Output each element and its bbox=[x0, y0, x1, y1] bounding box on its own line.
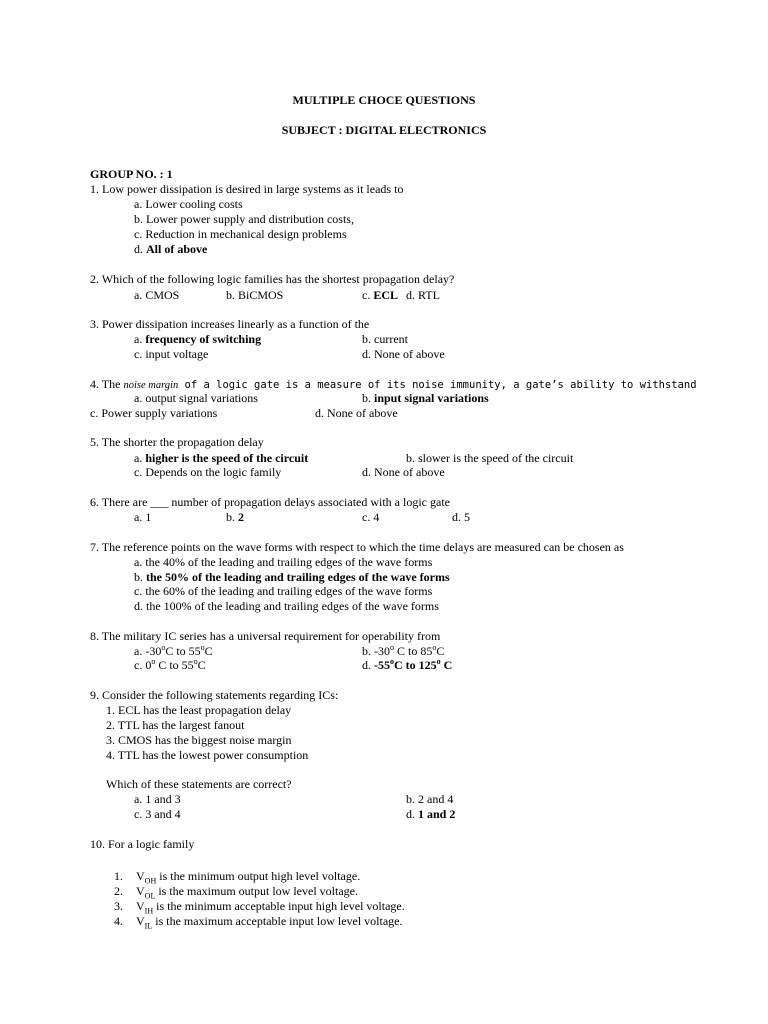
option-a: a. the 40% of the leading and trailing edges of the wave forms bbox=[134, 555, 433, 569]
question-stem: 3. Power dissipation increases linearly as a function of the bbox=[90, 317, 370, 331]
question-stem: 7. The reference points on the wave forms with respect to which the time delays are measured can be chosen as bbox=[90, 540, 624, 554]
list-item: 4. $V_{IL}$ is the maximum acceptable input low level voltage. bbox=[114, 914, 403, 931]
option-c: c. 4 bbox=[362, 510, 380, 524]
option-d: d. None of above bbox=[362, 465, 445, 479]
option-a: a. -30$^o$C to 55$^o$C bbox=[134, 643, 213, 658]
option-d: d. -55$^o$C to 125$^o$ C bbox=[362, 657, 453, 672]
option-b: b. -30$^o$ C to 85$^o$C bbox=[362, 643, 445, 658]
list-item: 3. $V_{IH}$ is the minimum acceptable input high level voltage. bbox=[114, 899, 405, 916]
question-stem: 6. There are ___ number of propagation delays associated with a logic gate bbox=[90, 495, 450, 509]
option-d: d. None of above bbox=[315, 406, 398, 420]
option-b: b. 2 bbox=[226, 510, 244, 524]
option-d: d. the 100% of the leading and trailing edges of the wave forms bbox=[134, 599, 439, 613]
statement-1: 1. ECL has the least propagation delay bbox=[106, 703, 292, 717]
question-stem: 5. The shorter the propagation delay bbox=[90, 435, 264, 449]
option-b: b. current bbox=[362, 332, 408, 346]
option-b: b. Lower power supply and distribution costs, bbox=[134, 212, 354, 226]
option-b: b. slower is the speed of the circuit bbox=[406, 451, 574, 465]
question-stem: 9. Consider the following statements regarding ICs: bbox=[90, 688, 339, 702]
option-a: a. CMOS bbox=[134, 288, 180, 302]
statement-4: 4. TTL has the lowest power consumption bbox=[106, 748, 309, 762]
page-title: MULTIPLE CHOCE QUESTIONS bbox=[292, 93, 476, 107]
group-heading: GROUP NO. : 1 bbox=[90, 167, 173, 181]
question-stem: 10. For a logic family bbox=[90, 837, 195, 851]
question-ask: Which of these statements are correct? bbox=[106, 777, 292, 791]
option-d: d. 1 and 2 bbox=[406, 807, 456, 821]
question-stem: 1. Low power dissipation is desired in large systems as it leads to bbox=[90, 182, 404, 196]
option-c: c. input voltage bbox=[134, 347, 209, 361]
option-c: c. ECL bbox=[362, 288, 399, 302]
option-d: d. RTL bbox=[406, 288, 440, 302]
list-item: 1. $V_{OH}$ is the minimum output high level voltage. bbox=[114, 869, 361, 886]
subject-heading: SUBJECT : DIGITAL ELECTRONICS bbox=[281, 123, 487, 137]
option-a: a. 1 and 3 bbox=[134, 792, 181, 806]
option-a: a. frequency of switching bbox=[134, 332, 262, 346]
option-c: c. 3 and 4 bbox=[134, 807, 181, 821]
question-stem: 2. Which of the following logic families has the shortest propagation delay? bbox=[90, 272, 455, 286]
option-b: b. the 50% of the leading and trailing edges of the wave forms bbox=[134, 570, 450, 584]
list-item: 2. $V_{OL}$ is the maximum output low level voltage. bbox=[114, 884, 358, 901]
statement-3: 3. CMOS has the biggest noise margin bbox=[106, 733, 292, 747]
option-c: c. Depends on the logic family bbox=[134, 465, 282, 479]
option-c: c. 0$^o$ C to 55$^o$C bbox=[134, 657, 206, 672]
option-a: a. higher is the speed of the circuit bbox=[134, 451, 309, 465]
question-stem: 4. The noise margin of a logic gate is a measure of its noise immunity, a gate’s ability to withstand bbox=[90, 377, 697, 391]
option-a: a. 1 bbox=[134, 510, 152, 524]
option-c: c. Reduction in mechanical design problems bbox=[134, 227, 347, 241]
option-c: c. the 60% of the leading and trailing edges of the wave forms bbox=[134, 584, 433, 598]
option-d: d. All of above bbox=[134, 242, 208, 256]
question-stem: 8. The military IC series has a universal requirement for operability from bbox=[90, 629, 441, 643]
option-d: d. 5 bbox=[452, 510, 470, 524]
option-b: b. 2 and 4 bbox=[406, 792, 454, 806]
option-b: b. BiCMOS bbox=[226, 288, 284, 302]
statement-2: 2. TTL has the largest fanout bbox=[106, 718, 245, 732]
option-d: d. None of above bbox=[362, 347, 445, 361]
option-c: c. Power supply variations bbox=[90, 406, 218, 420]
option-a: a. Lower cooling costs bbox=[134, 197, 243, 211]
option-a: a. output signal variations bbox=[134, 391, 258, 405]
option-b: b. input signal variations bbox=[362, 391, 489, 405]
